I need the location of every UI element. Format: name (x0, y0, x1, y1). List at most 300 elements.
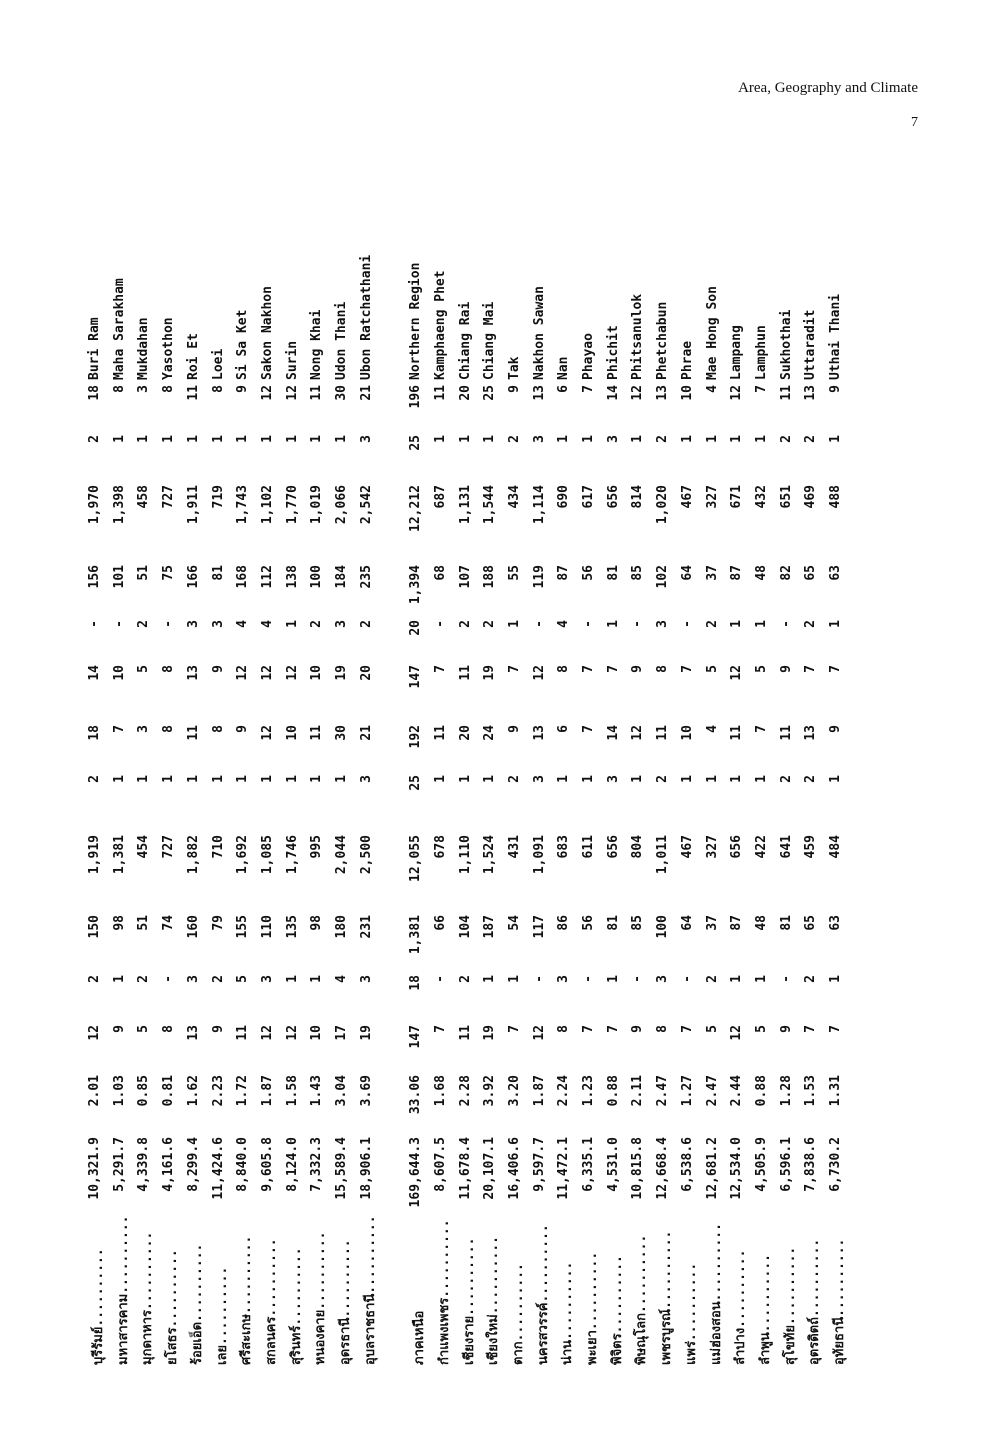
table-cell: 690 (556, 485, 572, 509)
table-cell: 995 (309, 835, 325, 859)
table-cell: 192 (408, 725, 424, 749)
table-cell: 10 (309, 665, 325, 681)
table-cell: 10 (111, 665, 127, 681)
table-cell: 20 (457, 725, 473, 741)
table-cell: 1 (704, 775, 720, 783)
table-cell: - (679, 975, 695, 983)
province-english-name: Roi Et (185, 333, 201, 380)
table-cell: 2 (803, 775, 819, 783)
table-row (554, 240, 576, 1365)
table-cell: 1 (457, 435, 473, 443)
table-cell: 12,055 (408, 835, 424, 882)
province-english-name: Uthai Thani (828, 293, 843, 380)
table-cell: 1 (334, 435, 349, 443)
table-cell: - (581, 620, 596, 628)
table-cell: 2,542 (358, 485, 374, 525)
table-cell: 3 (655, 975, 671, 983)
table-cell: 1,011 (655, 835, 671, 875)
table-cell: 1 (605, 975, 621, 983)
table-cell: 7 (605, 665, 621, 673)
table-cell: 85 (630, 565, 646, 581)
table-cell: 1 (556, 435, 572, 443)
province-english-name: Buri Ram (87, 317, 102, 380)
table-cell: 2,066 (334, 485, 349, 525)
table-cell: 9 (828, 725, 843, 733)
table-row (184, 240, 206, 1365)
running-header: Area, Geography and Climate (738, 80, 918, 96)
table-cell: 11 (432, 725, 448, 741)
table-cell: 7 (679, 1025, 695, 1033)
table-cell: 1 (828, 775, 843, 783)
table-cell: 1,131 (457, 485, 473, 525)
table-cell: 9 (630, 1025, 646, 1033)
table-cell: 678 (432, 835, 448, 859)
table-cell: 3 (259, 975, 275, 983)
table-cell: 12,212 (408, 485, 424, 532)
table-cell: 327 (704, 485, 720, 509)
table-cell: 20 (457, 385, 473, 401)
table-row (431, 240, 453, 1365)
table-cell: 7 (828, 665, 843, 673)
province-thai-name: อุบลราชธานี.......... (362, 1215, 378, 1365)
table-cell: 641 (778, 835, 794, 859)
table-cell: 4 (235, 620, 251, 628)
table-cell: 64 (679, 565, 695, 581)
table-row (283, 240, 305, 1365)
table-cell: 611 (581, 835, 596, 859)
province-thai-name: เชียงราย.......... (461, 1237, 477, 1365)
province-thai-name: มหาสารคาม.......... (115, 1215, 131, 1365)
province-english-name: Uttaradit (803, 309, 819, 380)
province-thai-name: พิษณุโลก.......... (634, 1234, 650, 1365)
table-cell: 12 (259, 385, 275, 401)
table-cell: 11 (309, 385, 325, 401)
table-cell: 14 (605, 725, 621, 741)
table-cell: 9 (828, 385, 843, 393)
table-cell: 25 (408, 435, 424, 451)
table-cell: 8 (655, 665, 671, 673)
province-english-name: Udon Thani (334, 301, 349, 380)
table-cell: - (87, 620, 102, 628)
table-cell: 2 (482, 620, 498, 628)
table-cell: 431 (506, 835, 522, 859)
table-cell: 1,911 (185, 485, 201, 525)
table-cell: 18 (87, 725, 102, 741)
table-cell: 1,020 (655, 485, 671, 525)
table-cell: 15,589.4 (334, 1137, 349, 1200)
table-cell: 12 (729, 1025, 745, 1041)
table-cell: 12 (259, 665, 275, 681)
table-cell: 12 (284, 385, 300, 401)
table-cell: 2 (704, 620, 720, 628)
table-cell: 458 (136, 485, 152, 509)
table-cell: 1 (284, 435, 300, 443)
table-cell: 9 (210, 665, 226, 673)
table-cell: 2 (457, 620, 473, 628)
table-cell: 8,124.0 (284, 1137, 300, 1192)
table-row (85, 240, 107, 1365)
table-cell: 11 (235, 1025, 251, 1041)
table-cell: 1 (753, 620, 769, 628)
table-cell: 727 (161, 835, 177, 859)
table-cell: 1 (581, 435, 596, 443)
table-cell: 7 (111, 725, 127, 733)
table-cell: 7 (605, 1025, 621, 1033)
table-cell: 1 (482, 775, 498, 783)
province-thai-name: ภาคเหนือ (412, 1310, 428, 1365)
table-cell: 3.04 (334, 1075, 349, 1107)
table-cell: 85 (630, 915, 646, 931)
table-cell: 102 (655, 565, 671, 589)
table-cell: 119 (531, 565, 547, 589)
table-cell: 2 (87, 775, 102, 783)
table-cell: 7 (753, 385, 769, 393)
table-cell: 1.03 (111, 1075, 127, 1107)
table-cell: 2 (803, 620, 819, 628)
table-cell: 2 (358, 620, 374, 628)
table-cell: 1 (309, 435, 325, 443)
table-cell: 12 (630, 385, 646, 401)
table-cell: 110 (259, 915, 275, 939)
table-cell: 7,332.3 (309, 1137, 325, 1192)
table-cell: 13 (803, 725, 819, 741)
table-cell: 147 (408, 1025, 424, 1049)
table-cell: 4,161.6 (161, 1137, 177, 1192)
table-cell: 12 (259, 1025, 275, 1041)
table-cell: 12 (284, 665, 300, 681)
table-cell: 2.44 (729, 1075, 745, 1107)
table-cell: 11 (185, 385, 201, 401)
table-cell: 37 (704, 915, 720, 931)
province-thai-name: ตาก.......... (510, 1263, 526, 1365)
table-cell: 4 (704, 385, 720, 393)
table-cell: 327 (704, 835, 720, 859)
table-cell: 3 (358, 435, 374, 443)
table-cell: 82 (778, 565, 794, 581)
table-cell: 1 (581, 775, 596, 783)
table-row (480, 240, 502, 1365)
table-cell: 20 (408, 620, 424, 636)
table-cell: 56 (581, 565, 596, 581)
table-cell: 12 (531, 665, 547, 681)
table-cell: 651 (778, 485, 794, 509)
table-cell: 3.20 (506, 1075, 522, 1107)
table-cell: 1 (210, 435, 226, 443)
table-cell: 51 (136, 565, 152, 581)
table-cell: 13 (655, 385, 671, 401)
table-cell: 1 (161, 775, 177, 783)
province-thai-name: นครสวรรค์.......... (535, 1224, 551, 1365)
table-cell: 188 (482, 565, 498, 589)
table-cell: 0.81 (161, 1075, 177, 1107)
table-cell: 8,840.0 (235, 1137, 251, 1192)
table-row (826, 240, 848, 1365)
table-cell: 1 (828, 435, 843, 443)
table-cell: 100 (655, 915, 671, 939)
table-cell: 1,394 (408, 565, 424, 605)
table-row (406, 240, 428, 1365)
table-cell: 2.01 (87, 1075, 102, 1107)
table-cell: 2 (506, 775, 522, 783)
table-cell: 8,299.4 (185, 1137, 201, 1192)
table-cell: 1 (679, 435, 695, 443)
table-cell: 1 (753, 775, 769, 783)
table-cell: 2 (655, 775, 671, 783)
table-row (209, 240, 231, 1365)
table-cell: 1 (506, 975, 522, 983)
table-cell: 1,398 (111, 485, 127, 525)
table-cell: 2.24 (556, 1075, 572, 1107)
table-cell: 7 (432, 1025, 448, 1033)
table-cell: 1 (111, 435, 127, 443)
table-cell: 1,019 (309, 485, 325, 525)
table-cell: 727 (161, 485, 177, 509)
table-cell: 1 (679, 775, 695, 783)
table-cell: 87 (729, 915, 745, 931)
table-cell: 3 (605, 435, 621, 443)
table-cell: 5 (753, 1025, 769, 1033)
table-row (307, 240, 329, 1365)
table-cell: 1 (161, 435, 177, 443)
province-english-name: Mukdahan (136, 317, 152, 380)
province-thai-name: อุดรธานี.......... (338, 1239, 353, 1365)
table-cell: 7 (581, 385, 596, 393)
province-english-name: Nakhon Sawan (531, 286, 547, 380)
table-cell: 454 (136, 835, 152, 859)
table-cell: 6 (556, 725, 572, 733)
table-cell: 12 (630, 725, 646, 741)
table-row (777, 240, 799, 1365)
table-row (134, 240, 156, 1365)
table-cell: 2.28 (457, 1075, 473, 1107)
province-thai-name: สุโขทัย.......... (782, 1246, 798, 1365)
table-cell: 2 (457, 975, 473, 983)
table-cell: - (778, 975, 794, 983)
table-cell: 7 (581, 665, 596, 673)
table-cell: - (630, 620, 646, 628)
table-cell: 8 (161, 725, 177, 733)
province-thai-name: แพร่.......... (683, 1262, 699, 1365)
table-cell: 231 (358, 915, 374, 939)
province-english-name: Ubon Ratchathani (358, 254, 374, 380)
table-cell: 12,681.2 (704, 1137, 720, 1200)
table-cell: 16,406.6 (506, 1137, 522, 1200)
table-cell: 1 (704, 435, 720, 443)
table-cell: 1.28 (778, 1075, 794, 1107)
province-thai-name: พิจิตร.......... (609, 1255, 625, 1365)
table-row (357, 240, 379, 1365)
table-cell: 112 (259, 565, 275, 589)
table-cell: 1 (729, 620, 745, 628)
table-cell: 467 (679, 485, 695, 509)
table-cell: 187 (482, 915, 498, 939)
province-english-name: Kamphaeng Phet (432, 270, 448, 380)
table-cell: 11 (655, 725, 671, 741)
table-cell: 2 (309, 620, 325, 628)
province-english-name: Mae Hong Son (704, 286, 720, 380)
table-cell: 4 (556, 620, 572, 628)
table-cell: 54 (506, 915, 522, 931)
table-cell: 11,472.1 (556, 1137, 572, 1200)
table-cell: - (161, 620, 177, 628)
province-thai-name: กำแพงเพชร.......... (436, 1219, 452, 1365)
table-cell: 3.92 (482, 1075, 498, 1107)
table-cell: 0.85 (136, 1075, 152, 1107)
table-cell: 1.43 (309, 1075, 325, 1107)
table-cell: 7 (506, 1025, 522, 1033)
table-cell: 3 (334, 620, 349, 628)
table-cell: 18,906.1 (358, 1137, 374, 1200)
table-cell: 1 (284, 620, 300, 628)
table-cell: 37 (704, 565, 720, 581)
table-cell: 2.47 (655, 1075, 671, 1107)
table-cell: 81 (778, 915, 794, 931)
table-cell: 63 (828, 915, 843, 931)
table-cell: 1 (506, 620, 522, 628)
table-cell: 8 (210, 725, 226, 733)
table-cell: 30 (334, 385, 349, 401)
province-english-name: Surin (284, 340, 300, 380)
table-cell: 12 (87, 1025, 102, 1041)
table-cell: 1 (235, 435, 251, 443)
province-thai-name: ลำปาง.......... (733, 1249, 749, 1365)
table-cell: 11 (729, 725, 745, 741)
table-cell: 1,381 (408, 915, 424, 955)
table-cell: 104 (457, 915, 473, 939)
table-cell: 9 (778, 665, 794, 673)
table-cell: 75 (161, 565, 177, 581)
table-cell: 2 (210, 975, 226, 983)
table-cell: 98 (309, 915, 325, 931)
table-cell: 656 (605, 835, 621, 859)
table-cell: 1.87 (259, 1075, 275, 1107)
table-cell: 11 (432, 385, 448, 401)
table-cell: 2 (803, 975, 819, 983)
table-cell: 1.87 (531, 1075, 547, 1107)
table-cell: 1 (235, 775, 251, 783)
table-cell: 7 (581, 725, 596, 733)
table-cell: 5 (704, 665, 720, 673)
table-cell: 10 (679, 385, 695, 401)
province-thai-name: ร้อยเอ็ด.......... (189, 1243, 205, 1365)
table-cell: 74 (161, 915, 177, 931)
table-cell: 488 (828, 485, 843, 509)
table-cell: 100 (309, 565, 325, 589)
table-cell: 5 (704, 1025, 720, 1033)
table-cell: 1 (185, 775, 201, 783)
table-cell: 1 (753, 435, 769, 443)
province-english-name: Nan (556, 356, 572, 380)
table-cell: 1 (630, 775, 646, 783)
province-english-name: Lamphun (753, 325, 769, 380)
table-cell: 804 (630, 835, 646, 859)
table-cell: 55 (506, 565, 522, 581)
table-cell: - (630, 975, 646, 983)
table-cell: 6,335.1 (581, 1137, 596, 1192)
table-cell: 5 (136, 1025, 152, 1033)
table-cell: 19 (482, 665, 498, 681)
table-cell: 469 (803, 485, 819, 509)
table-cell: 1.31 (828, 1075, 843, 1107)
table-cell: 1.53 (803, 1075, 819, 1107)
province-thai-name: สุรินทร์.......... (288, 1247, 304, 1365)
table-cell: 12 (235, 665, 251, 681)
table-cell: 1 (284, 975, 300, 983)
table-cell: 719 (210, 485, 226, 509)
table-cell: 81 (605, 915, 621, 931)
table-cell: 1 (136, 775, 152, 783)
province-thai-name: อุตรดิตถ์.......... (807, 1238, 823, 1365)
province-english-name: Phrae (679, 340, 695, 380)
province-english-name: Loei (210, 348, 226, 380)
table-cell: 8 (111, 385, 127, 393)
table-cell: 1 (457, 775, 473, 783)
table-cell: 1 (828, 975, 843, 983)
table-cell: 1 (259, 435, 275, 443)
table-cell: 432 (753, 485, 769, 509)
table-cell: 168 (235, 565, 251, 589)
table-cell: 1 (111, 975, 127, 983)
table-cell: 4,531.0 (605, 1137, 621, 1192)
table-cell: 2,044 (334, 835, 349, 875)
table-cell: 68 (432, 565, 448, 581)
table-cell: 7,838.6 (803, 1137, 819, 1192)
table-cell: 9 (210, 1025, 226, 1033)
table-cell: 101 (111, 565, 127, 589)
table-cell: 166 (185, 565, 201, 589)
table-cell: 671 (729, 485, 745, 509)
table-row (801, 240, 823, 1365)
table-cell: 467 (679, 835, 695, 859)
table-row (332, 240, 354, 1365)
table-cell: 4,339.8 (136, 1137, 152, 1192)
table-cell: 656 (729, 835, 745, 859)
table-cell: 9 (630, 665, 646, 673)
table-cell: 1 (334, 775, 349, 783)
table-cell: 2 (803, 435, 819, 443)
table-cell: 9 (111, 1025, 127, 1033)
table-cell: 683 (556, 835, 572, 859)
table-cell: 1 (729, 435, 745, 443)
table-cell: 51 (136, 915, 152, 931)
province-english-name: Sakon Nakhon (259, 286, 275, 380)
province-thai-name: พะเยา.......... (585, 1251, 600, 1365)
table-cell: 81 (605, 565, 621, 581)
table-cell: 13 (185, 1025, 201, 1041)
table-cell: 10,321.9 (87, 1137, 102, 1200)
table-cell: 5 (235, 975, 251, 983)
table-cell: 9 (235, 725, 251, 733)
table-cell: 3 (358, 975, 374, 983)
table-row (381, 240, 403, 1365)
table-row (579, 240, 601, 1365)
table-cell: 12,534.0 (729, 1137, 745, 1200)
table-cell: 8 (161, 385, 177, 393)
table-cell: 10,815.8 (630, 1137, 646, 1200)
table-cell: 1,102 (259, 485, 275, 525)
table-cell: 1,091 (531, 835, 547, 875)
table-cell: 10 (309, 1025, 325, 1041)
table-cell: 1 (432, 435, 448, 443)
table-cell: 11,678.4 (457, 1137, 473, 1200)
province-english-name: Lampang (729, 325, 745, 380)
province-english-name: Tak (506, 356, 522, 380)
table-cell: 7 (803, 665, 819, 673)
table-cell: 160 (185, 915, 201, 939)
table-cell: 7 (432, 665, 448, 673)
table-row (678, 240, 700, 1365)
table-cell: 1,085 (259, 835, 275, 875)
